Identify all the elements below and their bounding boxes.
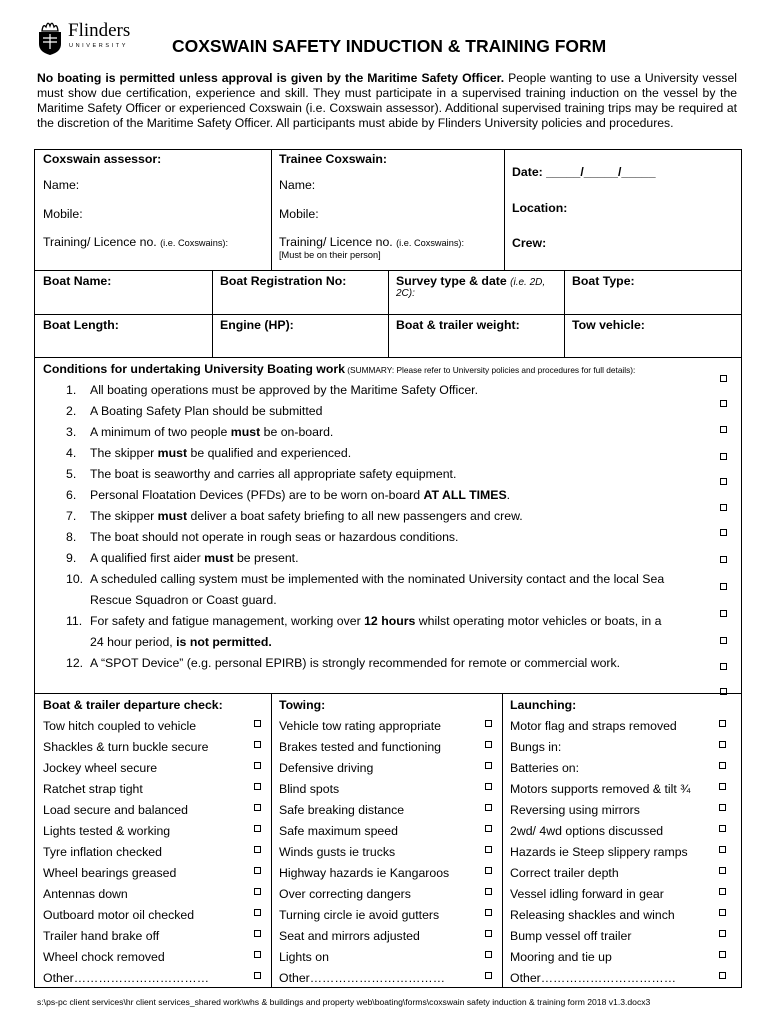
departure-check-item: Tow hitch coupled to vehicle	[43, 719, 197, 733]
launching-checkbox[interactable]	[719, 846, 726, 853]
condition-checkbox[interactable]	[720, 504, 727, 511]
towing-check-item: Seat and mirrors adjusted	[279, 929, 420, 943]
survey-field[interactable]	[396, 274, 545, 290]
towing-checkbox[interactable]	[485, 972, 492, 979]
towing-check-item: Safe breaking distance	[279, 803, 405, 817]
departure-checkbox[interactable]	[254, 720, 261, 727]
condition-number: 1.	[66, 383, 77, 397]
towing-checkbox[interactable]	[485, 909, 492, 916]
towing-checkbox[interactable]	[485, 762, 492, 769]
departure-checkbox[interactable]	[254, 930, 261, 937]
condition-number: 2.	[66, 404, 77, 418]
launching-checkbox[interactable]	[719, 888, 726, 895]
condition-item	[90, 446, 351, 460]
date-field[interactable]: Date: _____/_____/_____	[512, 165, 656, 179]
condition-emphasis: 12 hours	[364, 614, 416, 628]
condition-text: The boat is seaworthy and carries all appropriate safety equipment.	[90, 467, 457, 481]
launching-checkbox[interactable]	[719, 909, 726, 916]
towing-check-item: Lights on	[279, 950, 329, 964]
departure-check-item: Tyre inflation checked	[43, 845, 162, 859]
launching-check-item: Motors supports removed & tilt ¾	[510, 782, 691, 796]
condition-checkbox[interactable]	[720, 583, 727, 590]
condition-text: A minimum of two people	[90, 425, 231, 439]
departure-check-item: Wheel bearings greased	[43, 866, 177, 880]
towing-checkbox[interactable]	[485, 825, 492, 832]
launching-check-item: 2wd/ 4wd options discussed	[510, 824, 664, 838]
survey-note: (i.e. 2D,	[510, 277, 546, 288]
condition-emphasis: is not permitted.	[176, 635, 272, 649]
condition-item	[90, 551, 299, 565]
condition-checkbox[interactable]	[720, 610, 727, 617]
condition-checkbox[interactable]	[720, 688, 727, 695]
condition-item	[90, 425, 333, 439]
condition-text: A “SPOT Device” (e.g. personal EPIRB) is strongly recommended for remote or commercial work.	[90, 656, 621, 670]
departure-heading: Boat & trailer departure check:	[43, 698, 223, 712]
launching-checkbox[interactable]	[719, 951, 726, 958]
training-note: (i.e. Coxswains):	[396, 238, 465, 248]
condition-text: A scheduled calling system must be implemented with the nominated University contact and the local Sea	[90, 572, 665, 586]
intro-text: People wanting to use a University vessel must show due certification, experience and skill. They must participate in a supervised training induction on the vessel by the Maritime Safety Officer or experienced Coxswain (i.e. Coxswain assessor). Additional supervised training trips may be required at the discretion of the Maritime Safety Officer. All participants must abide by Flinders University policies and procedures.	[37, 71, 737, 130]
departure-checkbox[interactable]	[254, 951, 261, 958]
conditions-heading	[43, 362, 635, 377]
condition-emphasis: must	[157, 446, 188, 460]
boat-registration-field[interactable]: Boat Registration No:	[220, 274, 347, 288]
departure-check-item: Load secure and balanced	[43, 803, 188, 817]
departure-checkbox[interactable]	[254, 909, 261, 916]
condition-item	[90, 404, 322, 418]
condition-number: 7.	[66, 509, 77, 523]
condition-text: 24 hour period,	[90, 635, 177, 649]
launching-check-item: Hazards ie Steep slippery ramps	[510, 845, 688, 859]
crew-field[interactable]: Crew:	[512, 236, 547, 250]
condition-emphasis: AT ALL TIMES	[423, 488, 507, 502]
condition-checkbox[interactable]	[720, 426, 727, 433]
crest-icon	[36, 18, 64, 56]
departure-checkbox[interactable]	[254, 762, 261, 769]
condition-checkbox[interactable]	[720, 556, 727, 563]
condition-emphasis: must	[204, 551, 234, 565]
launching-heading: Launching:	[510, 698, 577, 712]
survey-note-2: 2C):	[396, 288, 415, 299]
towing-check-item: Defensive driving	[279, 761, 374, 775]
boat-name-field[interactable]: Boat Name:	[43, 274, 112, 288]
condition-text: All boating operations must be approved by the Maritime Safety Officer.	[90, 383, 479, 397]
towing-checkbox[interactable]	[485, 783, 492, 790]
departure-checkbox[interactable]	[254, 972, 261, 979]
condition-item	[90, 656, 620, 670]
conditions-title: Conditions for undertaking University Boating work	[43, 362, 345, 376]
boat-length-field[interactable]: Boat Length:	[43, 318, 119, 332]
checks-section	[34, 693, 742, 988]
towing-check-item: Other……………………………	[279, 971, 446, 985]
launching-checkbox[interactable]	[719, 741, 726, 748]
towing-check-item: Brakes tested and functioning	[279, 740, 442, 754]
assessor-heading: Coxswain assessor:	[43, 152, 162, 166]
departure-checkbox[interactable]	[254, 846, 261, 853]
assessor-name-field[interactable]: Name:	[43, 178, 80, 192]
condition-number: 4.	[66, 446, 77, 460]
launching-check-item: Vessel idling forward in gear	[510, 887, 664, 901]
condition-checkbox[interactable]	[720, 453, 727, 460]
logo-name: Flinders	[68, 20, 131, 41]
logo-subtitle: UNIVERSITY	[69, 43, 129, 49]
towing-check-item: Over correcting dangers	[279, 887, 411, 901]
condition-number: 6.	[66, 488, 77, 502]
condition-checkbox[interactable]	[720, 478, 727, 485]
location-field[interactable]: Location:	[512, 201, 568, 215]
trainee-heading: Trainee Coxswain:	[279, 152, 387, 166]
launching-check-item: Other……………………………	[510, 971, 677, 985]
condition-text: .	[506, 488, 511, 502]
launching-check-item: Mooring and tie up	[510, 950, 612, 964]
condition-number: 5.	[66, 467, 77, 481]
towing-check-item: Turning circle ie avoid gutters	[279, 908, 440, 922]
towing-check-item: Blind spots	[279, 782, 340, 796]
towing-check-item: Winds gusts ie trucks	[279, 845, 396, 859]
condition-emphasis: must	[230, 425, 261, 439]
condition-text: The skipper	[90, 446, 158, 460]
condition-checkbox[interactable]	[720, 663, 727, 670]
condition-item	[90, 467, 456, 481]
launching-checkbox[interactable]	[719, 867, 726, 874]
boat-type-field[interactable]: Boat Type:	[572, 274, 635, 288]
launching-checkbox[interactable]	[719, 783, 726, 790]
towing-check-item: Highway hazards ie Kangaroos	[279, 866, 450, 880]
launching-checkbox[interactable]	[719, 804, 726, 811]
departure-check-item: Trailer hand brake off	[43, 929, 160, 943]
launching-check-item: Bungs in:	[510, 740, 562, 754]
condition-text: A qualified first aider	[90, 551, 205, 565]
departure-check-item: Jockey wheel secure	[43, 761, 158, 775]
flinders-logo	[34, 17, 134, 61]
condition-text: The boat should not operate in rough seas or hazardous conditions.	[90, 530, 459, 544]
condition-number: 3.	[66, 425, 77, 439]
condition-item	[90, 488, 510, 502]
condition-text: A Boating Safety Plan should be submitted	[90, 404, 323, 418]
departure-checkbox[interactable]	[254, 888, 261, 895]
trainee-note: [Must be on their person]	[279, 250, 381, 260]
departure-check-item: Lights tested & working	[43, 824, 171, 838]
footer-path: s:\ps-pc client services\hr client services_shared work\whs & buildings and property web\boating\forms\coxswain safety induction & training form 2018 v1.3.docx3	[37, 997, 651, 1007]
towing-checkbox[interactable]	[485, 867, 492, 874]
launching-check-item: Bump vessel off trailer	[510, 929, 632, 943]
condition-item	[90, 614, 661, 628]
departure-check-item: Antennas down	[43, 887, 128, 901]
assessor-training-field[interactable]	[43, 235, 228, 250]
launching-checkbox[interactable]	[719, 762, 726, 769]
condition-item	[90, 383, 478, 397]
condition-number: 9.	[66, 551, 77, 565]
launching-checkbox[interactable]	[719, 930, 726, 937]
towing-checkbox[interactable]	[485, 930, 492, 937]
intro-bold: No boating is permitted unless approval is given by the Maritime Safety Officer.	[37, 71, 505, 85]
condition-item	[90, 509, 523, 523]
departure-checkbox[interactable]	[254, 741, 261, 748]
assessor-mobile-field[interactable]: Mobile:	[43, 207, 83, 221]
launching-checkbox[interactable]	[719, 825, 726, 832]
condition-text: The skipper	[90, 509, 158, 523]
launching-check-item: Releasing shackles and winch	[510, 908, 675, 922]
page-title: COXSWAIN SAFETY INDUCTION & TRAINING FORM	[172, 36, 607, 56]
engine-field[interactable]: Engine (HP):	[220, 318, 294, 332]
towing-heading: Towing:	[279, 698, 326, 712]
condition-item	[90, 530, 458, 544]
condition-number: 11.	[66, 614, 83, 628]
towing-check-item: Safe maximum speed	[279, 824, 398, 838]
condition-item	[90, 635, 272, 649]
intro-paragraph	[37, 71, 737, 131]
condition-text: be qualified and experienced.	[187, 446, 352, 460]
survey-label: Survey type & date	[396, 274, 511, 288]
condition-text: Personal Floatation Devices (PFDs) are to be worn on-board	[90, 488, 424, 502]
conditions-note: (SUMMARY: Please refer to University policies and procedures for full details):	[344, 365, 636, 375]
departure-check-item: Outboard motor oil checked	[43, 908, 195, 922]
towing-checkbox[interactable]	[485, 951, 492, 958]
condition-item	[90, 572, 664, 586]
condition-text: deliver a boat safety briefing to all new passengers and crew.	[187, 509, 523, 523]
departure-check-item: Shackles & turn buckle secure	[43, 740, 209, 754]
departure-checkbox[interactable]	[254, 825, 261, 832]
condition-text: be on-board.	[260, 425, 334, 439]
training-note: (i.e. Coxswains):	[160, 238, 229, 248]
condition-number: 8.	[66, 530, 77, 544]
departure-check-item: Other……………………………	[43, 971, 210, 985]
towing-checkbox[interactable]	[485, 846, 492, 853]
condition-checkbox[interactable]	[720, 637, 727, 644]
launching-check-item: Motor flag and straps removed	[510, 719, 677, 733]
departure-checkbox[interactable]	[254, 783, 261, 790]
trainee-name-field[interactable]: Name:	[279, 178, 316, 192]
condition-emphasis: must	[157, 509, 188, 523]
condition-text: be present.	[233, 551, 299, 565]
condition-text: Rescue Squadron or Coast guard.	[90, 593, 277, 607]
launching-check-item: Batteries on:	[510, 761, 580, 775]
condition-number: 10.	[66, 572, 84, 586]
condition-text: whilst operating motor vehicles or boats, in a	[415, 614, 662, 628]
towing-checkbox[interactable]	[485, 888, 492, 895]
launching-checkbox[interactable]	[719, 972, 726, 979]
departure-checkbox[interactable]	[254, 804, 261, 811]
towing-checkbox[interactable]	[485, 804, 492, 811]
condition-checkbox[interactable]	[720, 375, 727, 382]
departure-check-item: Wheel chock removed	[43, 950, 165, 964]
towing-check-item: Vehicle tow rating appropriate	[279, 719, 442, 733]
towing-checkbox[interactable]	[485, 720, 492, 727]
launching-checkbox[interactable]	[719, 720, 726, 727]
condition-item	[90, 593, 277, 607]
trainee-mobile-field[interactable]: Mobile:	[279, 207, 319, 221]
departure-checkbox[interactable]	[254, 867, 261, 874]
departure-check-item: Ratchet strap tight	[43, 782, 143, 796]
launching-check-item: Correct trailer depth	[510, 866, 619, 880]
condition-text: For safety and fatigue management, working over	[90, 614, 365, 628]
condition-number: 12.	[66, 656, 84, 670]
training-label: Training/ Licence no.	[43, 235, 161, 249]
launching-check-item: Reversing using mirrors	[510, 803, 640, 817]
training-label: Training/ Licence no.	[279, 235, 397, 249]
condition-checkbox[interactable]	[720, 400, 727, 407]
towing-checkbox[interactable]	[485, 741, 492, 748]
condition-checkbox[interactable]	[720, 529, 727, 536]
tow-vehicle-field[interactable]: Tow vehicle:	[572, 318, 645, 332]
weight-field[interactable]: Boat & trailer weight:	[396, 318, 520, 332]
